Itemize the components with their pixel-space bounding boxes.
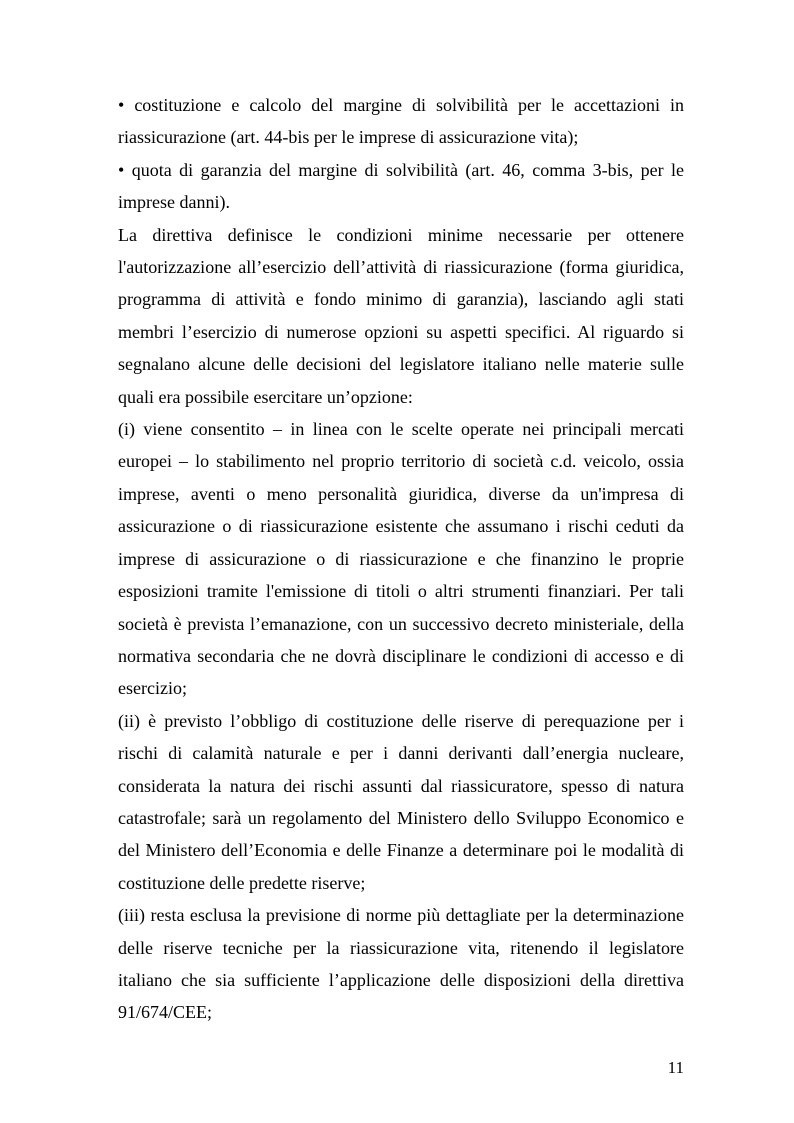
paragraph-item-i: (i) viene consentito – in linea con le scelte operate nei principali mercati europei – lo stabilimento nel proprio territorio di società c.d. veicolo, ossia imprese, aventi o meno personalità giuridica, diverse da un'impresa di assicurazione o di riassicurazione esistente che assumano i rischi ceduti da imprese di assicurazione o di riassicurazione e che finanzino le proprie esposizioni tramite l'emissione di titoli o altri strumenti finanziari. Per tali società è prevista l’emanazione, con un successivo decreto ministeriale, della normativa secondaria che ne dovrà disciplinare le condizioni di accesso e di esercizio; <box>118 419 684 699</box>
page-number: 11 <box>667 1058 684 1077</box>
paragraph-directive-conditions: La direttiva definisce le condizioni minime necessarie per ottenere l'autorizzazione all’esercizio dell’attività di riassicurazione (forma giuridica, programma di attività e fondo minimo di garanzia), lasciando agli stati membri l’esercizio di numerose opzioni su aspetti specifici. Al riguardo si segnalano alcune delle decisioni del legislatore italiano nelle materie sulle quali era possibile esercitare un’opzione: <box>118 224 684 407</box>
bullet-solvency-guarantee-quota: • quota di garanzia del margine di solvibilità (art. 46, comma 3-bis, per le imprese danni). <box>118 159 684 213</box>
paragraph-item-iii: (iii) resta esclusa la previsione di norme più dettagliate per la determinazione delle riserve tecniche per la riassicurazione vita, ritenendo il legislatore italiano che sia sufficiente l’applicazione delle disposizioni della direttiva 91/674/CEE; <box>118 905 684 1023</box>
document-body <box>118 89 684 1029</box>
bullet-solvency-margin-calculation: • costituzione e calcolo del margine di solvibilità per le accettazioni in riassicurazione (art. 44-bis per le imprese di assicurazione vita); <box>118 95 684 148</box>
paragraph-item-ii: (ii) è previsto l’obbligo di costituzione delle riserve di perequazione per i rischi di calamità naturale e per i danni derivanti dall’energia nucleare, considerata la natura dei rischi assunti dal riassicuratore, spesso di natura catastrofale; sarà un regolamento del Ministero dello Sviluppo Economico e del Ministero dell’Economia e delle Finanze a determinare poi le modalità di costituzione delle predette riserve; <box>118 710 684 893</box>
